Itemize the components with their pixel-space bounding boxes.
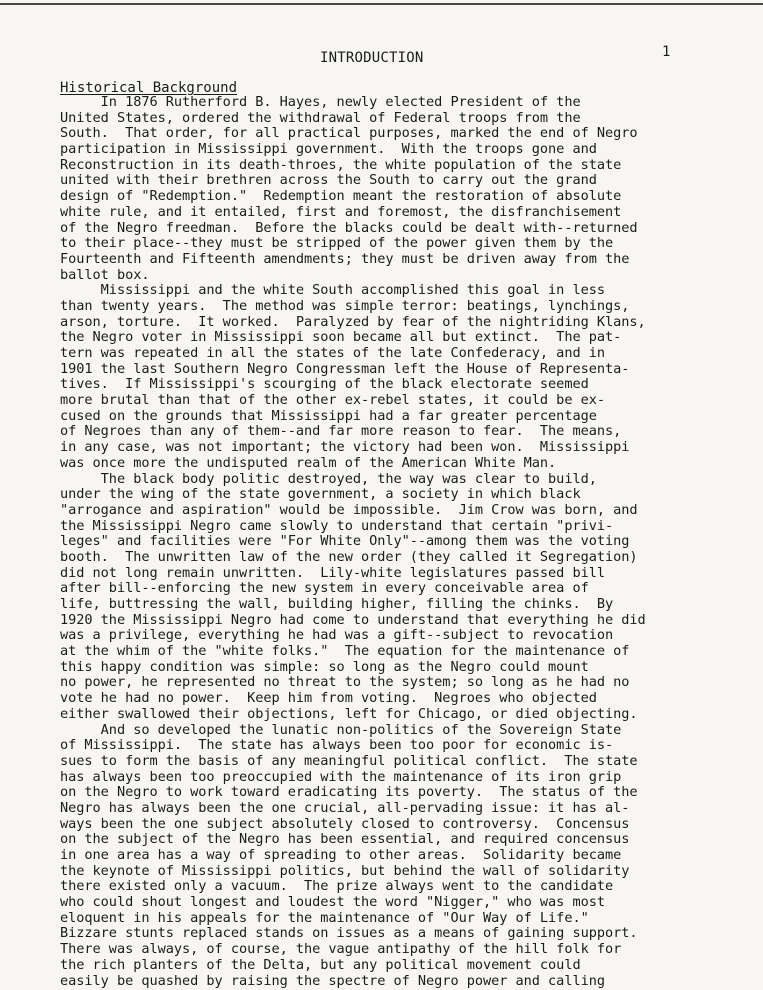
text-line: this happy condition was simple: so long as the Negro could mount: [60, 658, 589, 675]
text-line: There was always, of course, the vague antipathy of the hill folk for: [60, 941, 622, 958]
page-top-edge: [0, 3, 763, 5]
text-line: United States, ordered the withdrawal of Federal troops from the: [60, 109, 581, 126]
text-line: tives. If Mississippi's scourging of the black electorate seemed: [60, 376, 589, 393]
text-line: has always been too preoccupied with the maintenance of its iron grip: [60, 768, 622, 785]
text-line: And so developed the lunatic non-politics of the Sovereign State: [60, 721, 622, 738]
text-line: on the Negro to work toward eradicating its poverty. The status of the: [60, 784, 638, 801]
text-line: South. That order, for all practical purposes, marked the end of Negro: [60, 125, 638, 142]
text-line: under the wing of the state government, a society in which black: [60, 486, 581, 503]
section-heading: Historical Background: [60, 80, 238, 96]
text-line: was a privilege, everything he had was a gift--subject to revocation: [60, 627, 614, 644]
text-line: on the subject of the Negro has been essential, and required concensus: [60, 831, 630, 848]
text-line: was once more the undisputed realm of the American White Man.: [60, 454, 557, 471]
text-line: of Negroes than any of them--and far more reason to fear. The means,: [60, 423, 622, 440]
text-line: to their place--they must be stripped of the power given them by the: [60, 235, 614, 252]
text-line: united with their brethren across the South to carry out the grand: [60, 172, 597, 189]
text-line: there existed only a vacuum. The prize always went to the candidate: [60, 878, 614, 895]
text-line: in any case, was not important; the victory had been won. Mississippi: [60, 439, 630, 456]
text-line: In 1876 Rutherford B. Hayes, newly elected President of the: [60, 94, 581, 110]
text-line: eloquent in his appeals for the maintenance of "Our Way of Life.": [60, 909, 589, 926]
text-line: at the whim of the "white folks." The equation for the maintenance of: [60, 643, 630, 660]
text-line: more brutal than that of the other ex-rebel states, it could be ex-: [60, 392, 605, 409]
text-line: Reconstruction in its death-throes, the white population of the state: [60, 156, 622, 173]
text-line: The black body politic destroyed, the way was clear to build,: [60, 470, 597, 487]
text-line: booth. The unwritten law of the new order (they called it Segregation): [60, 548, 638, 565]
text-line: Bizzare stunts replaced stands on issues as a means of gaining support.: [60, 925, 638, 942]
text-line: arson, torture. It worked. Paralyzed by fear of the nightriding Klans,: [60, 313, 646, 330]
text-line: 1901 the last Southern Negro Congressman left the House of Representa-: [60, 360, 630, 377]
text-line: life, buttressing the wall, building higher, filling the chinks. By: [60, 596, 614, 612]
page-number: 1: [662, 44, 671, 60]
body-text: [60, 95, 760, 989]
text-line: Mississippi and the white South accomplished this goal in less: [60, 282, 605, 299]
text-line: no power, he represented no threat to the system; so long as he had no: [60, 674, 630, 691]
text-line: the rich planters of the Delta, but any political movement could: [60, 956, 581, 973]
text-line: who could shout longest and loudest the word "Nigger," who was most: [60, 894, 605, 911]
text-line: ballot box.: [60, 266, 150, 283]
text-line: tern was repeated in all the states of the late Confederacy, and in: [60, 345, 605, 361]
text-line: the Negro voter in Mississippi soon became all but extinct. The pat-: [60, 329, 622, 346]
text-line: 1920 the Mississippi Negro had come to understand that everything he did: [60, 611, 646, 628]
text-line: "arrogance and aspiration" would be impossible. Jim Crow was born, and: [60, 501, 638, 518]
text-line: Fourteenth and Fifteenth amendments; they must be driven away from the: [60, 250, 630, 267]
text-line: the keynote of Mississippi politics, but behind the wall of solidarity: [60, 862, 630, 879]
text-line: participation in Mississippi government. With the troops gone and: [60, 141, 597, 158]
text-line: Negro has always been the one crucial, all-pervading issue: it has al-: [60, 799, 630, 816]
text-line: vote he had no power. Keep him from voting. Negroes who objected: [60, 690, 597, 707]
text-line: sues to form the basis of any meaningful political conflict. The state: [60, 752, 638, 769]
page-title: INTRODUCTION: [320, 50, 424, 66]
text-line: leges" and facilities were "For White Only"--among them was the voting: [60, 533, 630, 550]
text-line: after bill--enforcing the new system in every conceivable area of: [60, 580, 589, 597]
text-line: the Mississippi Negro came slowly to understand that certain "privi-: [60, 517, 614, 534]
text-line: than twenty years. The method was simple terror: beatings, lynchings,: [60, 297, 630, 314]
text-line: cused on the grounds that Mississippi had a far greater percentage: [60, 407, 597, 424]
text-line: design of "Redemption." Redemption meant the restoration of absolute: [60, 188, 622, 205]
text-line: easily be quashed by raising the spectre of Negro power and calling: [60, 972, 605, 989]
text-line: of the Negro freedman. Before the blacks could be dealt with--returned: [60, 219, 638, 236]
text-line: of Mississippi. The state has always been too poor for economic is-: [60, 737, 614, 754]
text-line: ways been the one subject absolutely closed to controversy. Concensus: [60, 815, 630, 832]
text-line: white rule, and it entailed, first and foremost, the disfranchisement: [60, 203, 622, 220]
text-line: in one area has a way of spreading to other areas. Solidarity became: [60, 847, 622, 863]
text-line: either swallowed their objections, left for Chicago, or died objecting.: [60, 705, 638, 722]
text-line: did not long remain unwritten. Lily-white legislatures passed bill: [60, 564, 605, 581]
